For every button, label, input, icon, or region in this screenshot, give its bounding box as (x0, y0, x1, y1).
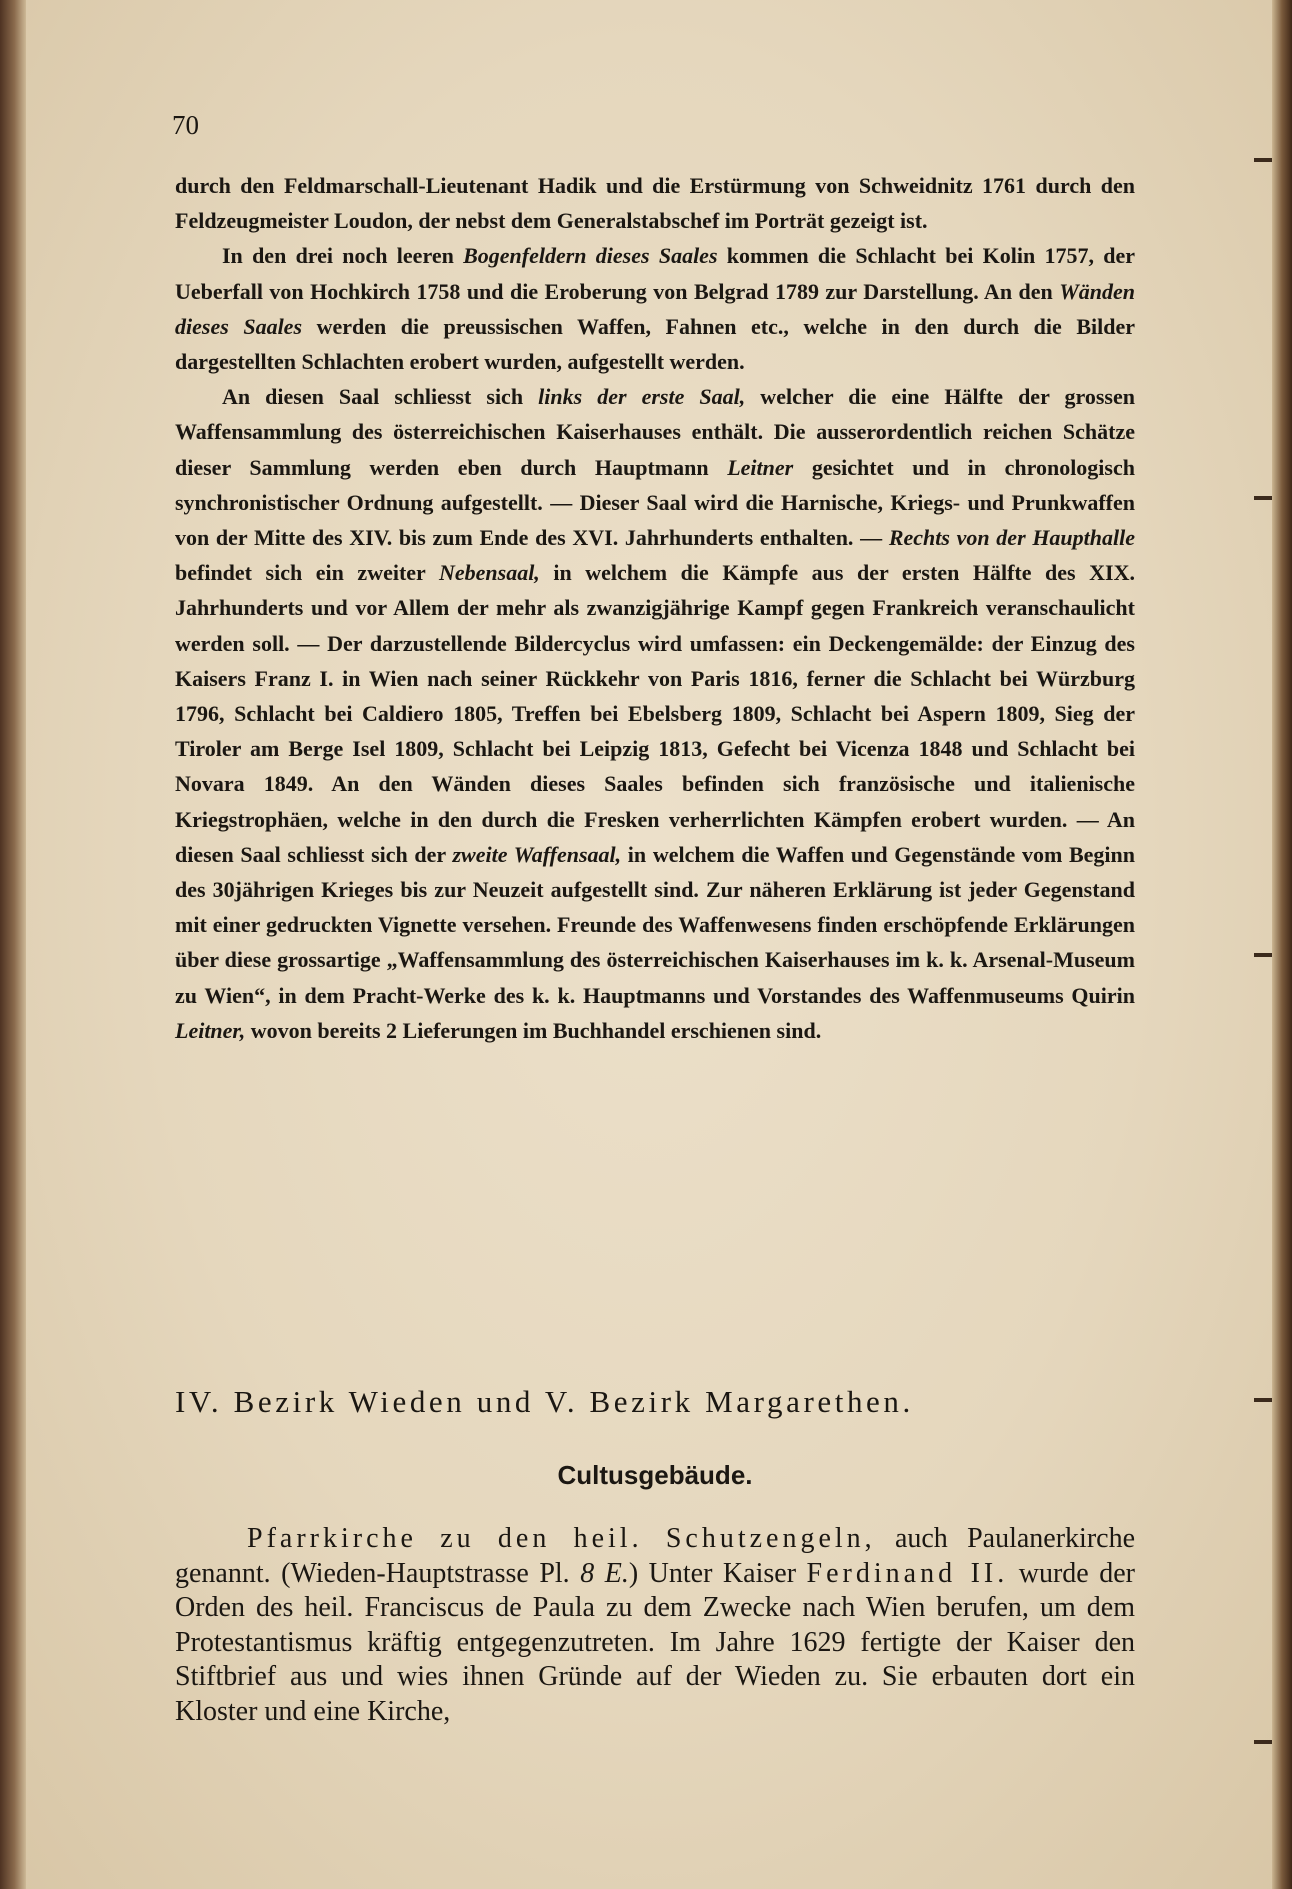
binding-left-edge (0, 0, 26, 1889)
paragraph: An diesen Saal schliesst sich links der erste Saal, welcher die eine Hälfte der grossen Waffensammlung des österreichischen Kaiserhauses enthält. Die ausserordentlich reichen Schätze dieser Sammlung werden eben durch Hauptmann Leitner gesichtet und in chronologisch synchronistischer Ordnung aufgestellt. — Dieser Saal wird die Harnische, Kriegs- und Prunkwaffen von der Mitte des XIV. bis zum Ende des XVI. Jahrhunderts enthalten. — Rechts von der Haupthalle befindet sich ein zweiter Nebensaal, in welchem die Kämpfe aus der ersten Hälfte des XIX. Jahrhunderts und vor Allem der mehr als zwanzigjährige Kampf gegen Frankreich veranschaulicht werden soll. — Der darzustellende Bildercyclus wird umfassen: ein Deckengemälde: der Einzug des Kaisers Franz I. in Wien nach seiner Rückkehr von Paris 1816, ferner die Schlacht bei Würzburg 1796, Schlacht bei Caldiero 1805, Treffen bei Ebelsberg 1809, Schlacht bei Aspern 1809, Sieg der Tiroler am Berge Isel 1809, Schlacht bei Leipzig 1813, Gefecht bei Vicenza 1848 und Schlacht bei Novara 1849. An den Wänden dieses Saales befinden sich französische und italienische Kriegstrophäen, welche in den durch die Fresken verherrlichten Kämpfen erobert wurden. — An diesen Saal schliesst sich der zweite Waffensaal, in welchem die Waffen und Gegenstände vom Beginn des 30jährigen Krieges bis zur Neuzeit aufgestellt sind. Zur näheren Erklärung ist jeder Gegenstand mit einer gedruckten Vignette versehen. Freunde des Waffenwesens finden erschöpfende Erklärungen über diese grossartige „Waffensammlung des österreichischen Kaiserhauses im k. k. Arsenal-Museum zu Wien“, in dem Pracht-Werke des k. k. Hauptmanns und Vorstandes des Waffenmuseums Quirin Leitner, wovon bereits 2 Lieferungen im Buchhandel erschienen sind. (175, 384, 1136, 1043)
section-subheading: Cultusgebäude. (557, 1460, 753, 1490)
binding-stitch (1254, 496, 1272, 500)
paragraph: In den drei noch leeren Bogenfeldern dieses Saales kommen die Schlacht bei Kolin 1757, der Ueberfall von Hochkirch 1758 und die Eroberung von Belgrad 1789 zur Darstellung. An den Wänden dieses Saales werden die preussischen Waffen, Fahnen etc., welche in den durch die Bilder dargestellten Schlachten erobert wurden, aufgestellt werden. (175, 243, 1135, 375)
museum-description (175, 168, 1135, 1048)
binding-stitch (1254, 1740, 1272, 1744)
section-heading: IV. Bezirk Wieden und V. Bezirk Margarethen. (175, 1384, 914, 1419)
binding-stitch (1254, 1398, 1272, 1402)
binding-stitch (1254, 953, 1272, 957)
binding-stitch (1254, 158, 1272, 162)
church-description (175, 1522, 1135, 1729)
page-right-edge (1272, 0, 1292, 1889)
paragraph: Pfarrkirche zu den heil. Schutzengeln, auch Paulanerkirche genannt. (Wieden-Hauptstrasse Pl. 8 E.) Unter Kaiser Ferdinand II. wurde der Orden des heil. Franciscus de Paula zu dem Zwecke nach Wien berufen, um dem Protestantismus kräftig entgegenzutreten. Im Jahre 1629 fertigte der Kaiser den Stiftbrief aus und wies ihnen Gründe auf der Wieden zu. Sie erbauten dort ein Kloster und eine Kirche, (175, 1523, 1135, 1727)
paragraph: durch den Feldmarschall-Lieutenant Hadik und die Erstürmung von Schweidnitz 1761 durch den Feldzeugmeister Loudon, der nebst dem Generalstabschef im Porträt gezeigt ist. (175, 173, 1135, 234)
page-number: 70 (172, 110, 199, 140)
